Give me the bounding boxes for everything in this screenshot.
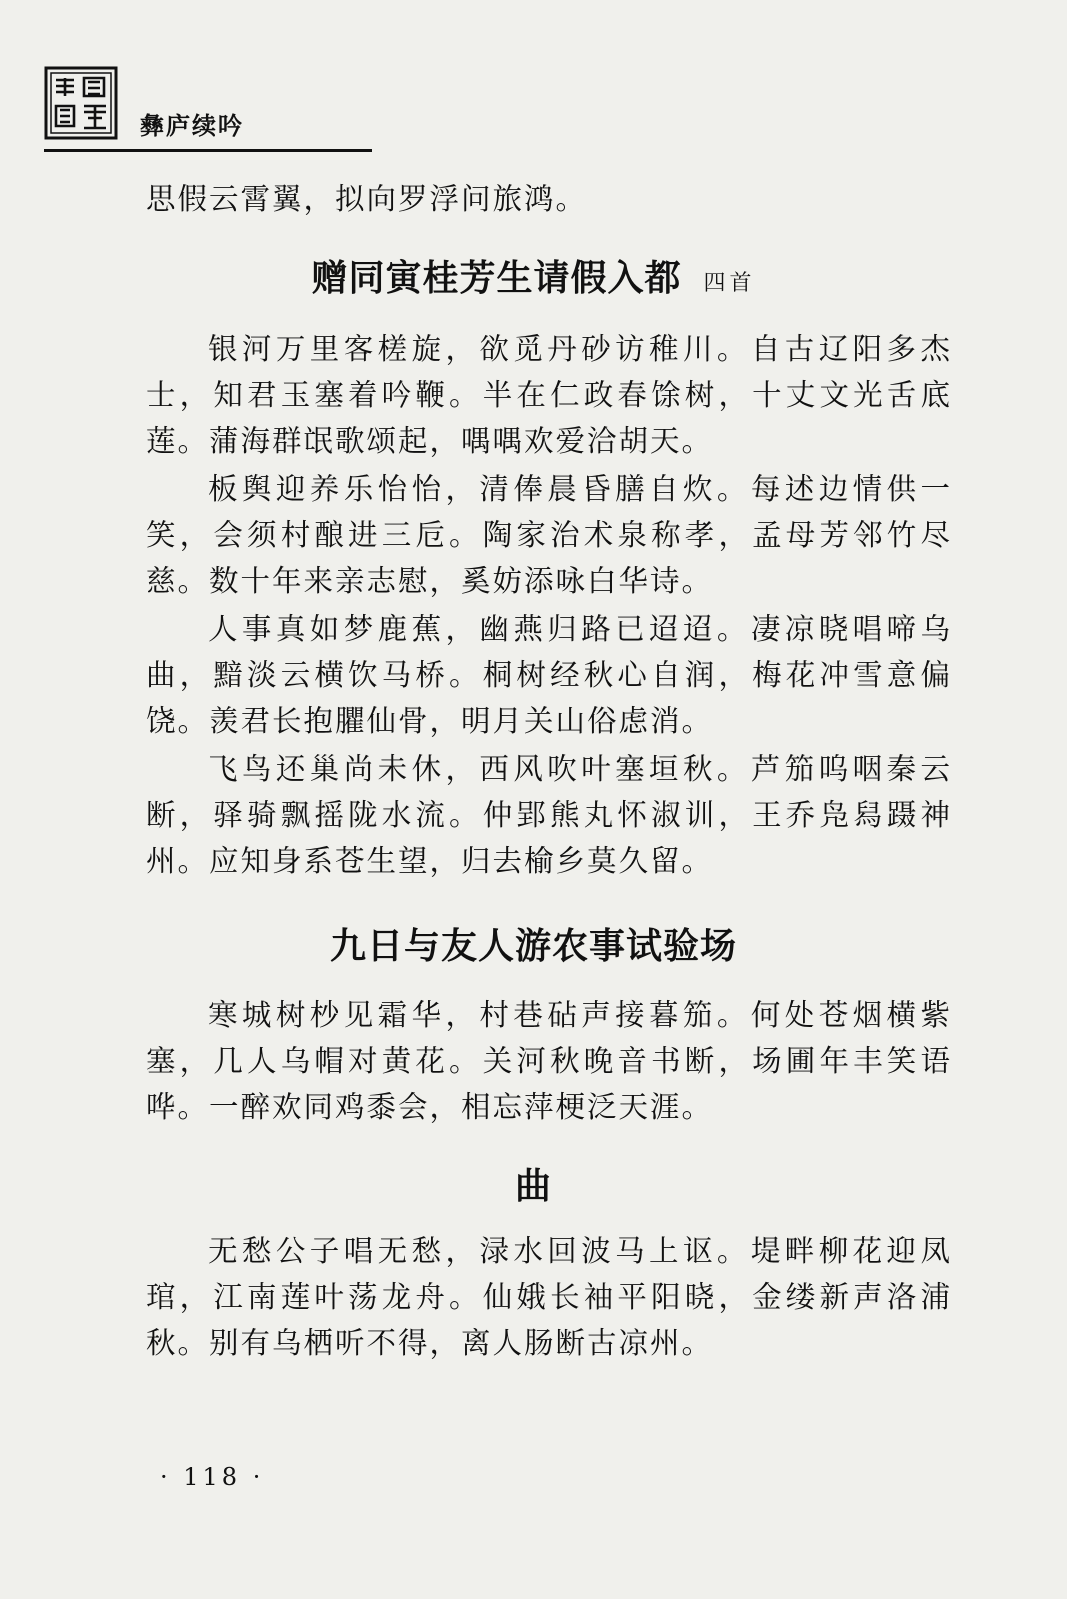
seal-stamp-logo	[44, 66, 118, 140]
poem-title: 曲	[514, 1165, 552, 1207]
poem-title-note: 四首	[703, 271, 756, 296]
top-fragment: 思假云霄翼，拟向罗浮问旅鸿。	[146, 182, 588, 216]
page-number: · 118 ·	[160, 1463, 265, 1491]
poem-title-text: 赠同寅桂芳生请假入都	[311, 257, 682, 299]
stanza-4: 飞鸟还巢尚未休，西风吹叶塞垣秋。芦笳呜咽秦云断，驿骑飘摇陇水流。仲郢熊丸怀淑训，王乔凫舄蹑神州。应知身系苍生望，归去榆乡莫久留。	[146, 752, 952, 878]
running-title: 彝庐续吟	[140, 112, 244, 140]
stanza-2: 板舆迎养乐怡怡，清俸晨昏膳自炊。每述边情供一笑，会须村酿进三卮。陶家治术泉称孝，孟母芳邻竹尽慈。数十年来亲志慰，奚妨添咏白华诗。	[146, 472, 952, 598]
poem-body: 寒城树杪见霜华，村巷砧声接暮笳。何处苍烟横紫塞，几人乌帽对黄花。关河秋晚音书断，场圃年丰笑语哗。一醉欢同鸡黍会，相忘萍梗泛天涯。	[146, 998, 952, 1124]
poem-title	[0, 250, 1067, 301]
poem-body: 无愁公子唱无愁，渌水回波马上讴。堤畔柳花迎凤琯，江南莲叶荡龙舟。仙娥长袖平阳晓，金缕新声洛浦秋。别有乌栖听不得，离人肠断古凉州。	[146, 1234, 952, 1360]
header-rule	[44, 149, 372, 152]
poem-title: 九日与友人游农事试验场	[329, 925, 737, 967]
stanza-1: 银河万里客槎旋，欲觅丹砂访稚川。自古辽阳多杰士，知君玉塞着吟鞭。半在仁政春馀树，十丈文光舌底莲。蒲海群氓歌颂起，喁喁欢爱洽胡天。	[146, 332, 952, 458]
stanza-3: 人事真如梦鹿蕉，幽燕归路已迢迢。凄凉晓唱啼乌曲，黯淡云横饮马桥。桐树经秋心自润，梅花冲雪意偏饶。羡君长抱臞仙骨，明月关山俗虑消。	[146, 612, 952, 738]
